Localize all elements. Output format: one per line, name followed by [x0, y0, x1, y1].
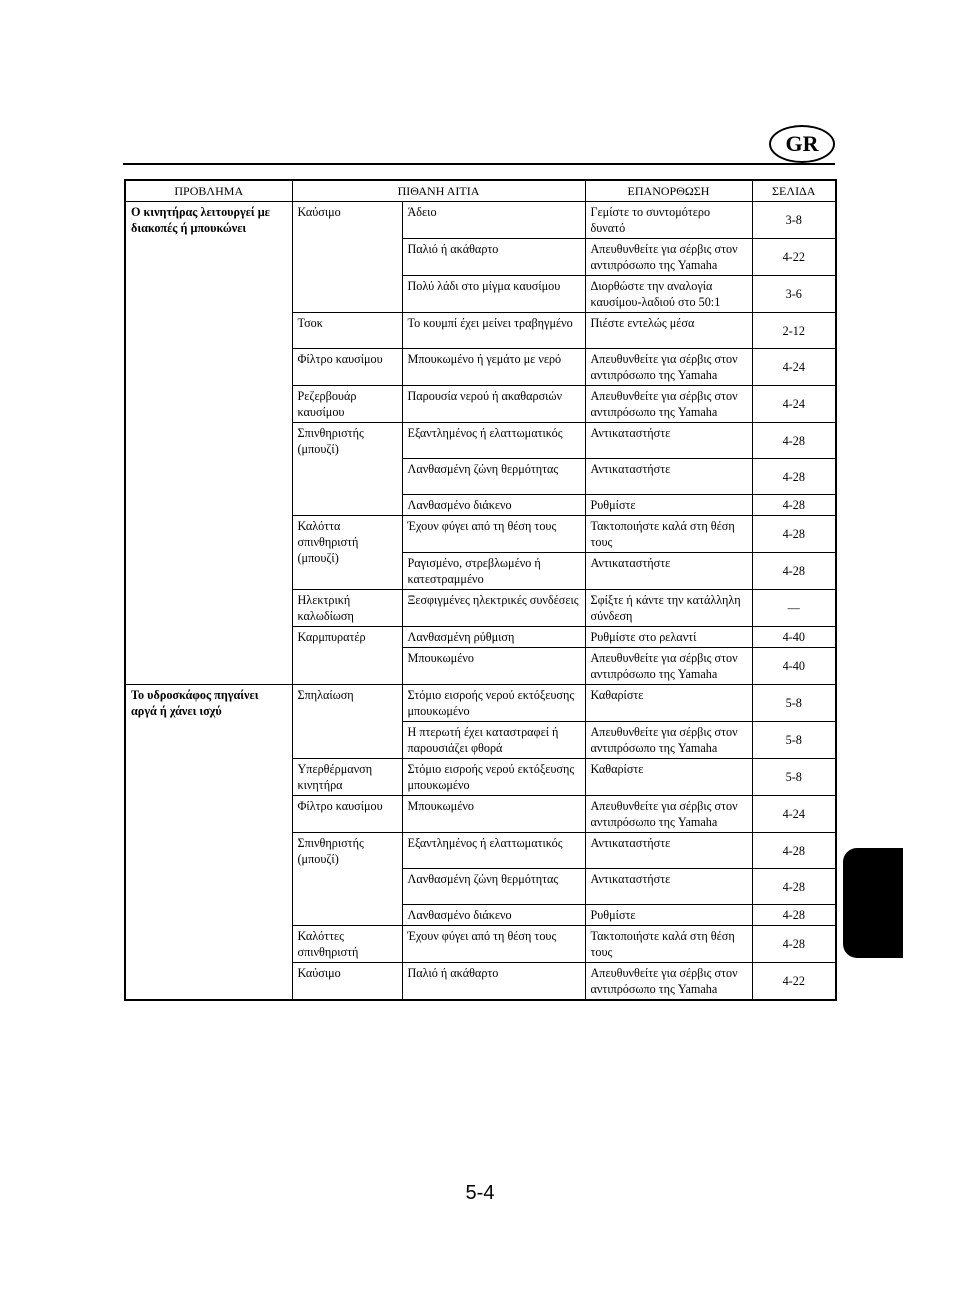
chapter-thumb-tab: [843, 848, 903, 958]
detail-cell: Λανθασμένο διάκενο: [402, 495, 585, 516]
problem-cell: Το υδροσκάφος πηγαίνει αργά ή χάνει ισχύ: [125, 685, 292, 1001]
page-cell: 4-22: [752, 239, 836, 276]
cause-cell: Σπινθηριστής (μπουζί): [292, 423, 402, 516]
fix-cell: Απευθυνθείτε για σέρβις στον αντιπρόσωπο της Yamaha: [585, 648, 752, 685]
troubleshooting-table: [124, 179, 837, 1001]
detail-cell: Λανθασμένη ζώνη θερμότητας: [402, 869, 585, 905]
fix-cell: Διορθώστε την αναλογία καυσίμου-λαδιού στο 50:1: [585, 276, 752, 313]
cause-cell: Ηλεκτρική καλωδίωση: [292, 590, 402, 627]
page-cell: 5-8: [752, 722, 836, 759]
page-cell: 2-12: [752, 313, 836, 349]
page-cell: —: [752, 590, 836, 627]
page-cell: 4-28: [752, 833, 836, 869]
table-row: [125, 202, 836, 239]
detail-cell: Μπουκωμένο: [402, 648, 585, 685]
language-badge: GR: [769, 125, 835, 163]
table-row: [125, 685, 836, 722]
detail-cell: Εξαντλημένος ή ελαττωματικός: [402, 833, 585, 869]
cause-cell: Σπηλαίωση: [292, 685, 402, 759]
detail-cell: Παλιό ή ακάθαρτο: [402, 963, 585, 1001]
fix-cell: Πιέστε εντελώς μέσα: [585, 313, 752, 349]
header-cause: ΠΙΘΑΝΗ ΑΙΤΙΑ: [292, 180, 585, 202]
fix-cell: Γεμίστε το συντομότερο δυνατό: [585, 202, 752, 239]
detail-cell: Στόμιο εισροής νερού εκτόξευσης μπουκωμένο: [402, 759, 585, 796]
cause-cell: Καρμπυρατέρ: [292, 627, 402, 685]
fix-cell: Σφίξτε ή κάντε την κατάλληλη σύνδεση: [585, 590, 752, 627]
table-body: [125, 202, 836, 1001]
header-problem: ΠΡΟΒΛΗΜΑ: [125, 180, 292, 202]
cause-cell: Σπινθηριστής (μπουζί): [292, 833, 402, 926]
cause-cell: Καλόττα σπινθηριστή (μπουζί): [292, 516, 402, 590]
page-number: 5-4: [465, 1182, 495, 1204]
cause-cell: Υπερθέρμανση κινητήρα: [292, 759, 402, 796]
fix-cell: Αντικαταστήστε: [585, 553, 752, 590]
fix-cell: Αντικαταστήστε: [585, 833, 752, 869]
page-cell: 4-28: [752, 905, 836, 926]
cause-cell: Καύσιμο: [292, 202, 402, 313]
cause-cell: Καλόττες σπινθηριστή: [292, 926, 402, 963]
page-cell: 4-28: [752, 926, 836, 963]
fix-cell: Ρυθμίστε στο ρελαντί: [585, 627, 752, 648]
cause-cell: Τσοκ: [292, 313, 402, 349]
detail-cell: Λανθασμένη ρύθμιση: [402, 627, 585, 648]
detail-cell: Εξαντλημένος ή ελαττωματικός: [402, 423, 585, 459]
fix-cell: Απευθυνθείτε για σέρβις στον αντιπρόσωπο της Yamaha: [585, 963, 752, 1001]
fix-cell: Απευθυνθείτε για σέρβις στον αντιπρόσωπο της Yamaha: [585, 796, 752, 833]
fix-cell: Απευθυνθείτε για σέρβις στον αντιπρόσωπο της Yamaha: [585, 349, 752, 386]
cause-cell: Φίλτρο καυσίμου: [292, 349, 402, 386]
detail-cell: Μπουκωμένο ή γεμάτο με νερό: [402, 349, 585, 386]
detail-cell: Παρουσία νερού ή ακαθαρσιών: [402, 386, 585, 423]
fix-cell: Ρυθμίστε: [585, 495, 752, 516]
page-cell: 4-40: [752, 627, 836, 648]
table-header-row: [125, 180, 836, 202]
page-cell: 3-8: [752, 202, 836, 239]
detail-cell: Η πτερωτή έχει καταστραφεί ή παρουσιάζει φθορά: [402, 722, 585, 759]
page-cell: 4-22: [752, 963, 836, 1001]
page-cell: 4-28: [752, 495, 836, 516]
fix-cell: Τακτοποιήστε καλά στη θέση τους: [585, 516, 752, 553]
page-cell: 3-6: [752, 276, 836, 313]
detail-cell: Λανθασμένη ζώνη θερμότητας: [402, 459, 585, 495]
detail-cell: Έχουν φύγει από τη θέση τους: [402, 516, 585, 553]
page-cell: 4-40: [752, 648, 836, 685]
detail-cell: Μπουκωμένο: [402, 796, 585, 833]
detail-cell: Έχουν φύγει από τη θέση τους: [402, 926, 585, 963]
problem-cell: Ο κινητήρας λειτουργεί με διακοπές ή μπουκώνει: [125, 202, 292, 685]
page-cell: 5-8: [752, 685, 836, 722]
detail-cell: Ραγισμένο, στρεβλωμένο ή κατεστραμμένο: [402, 553, 585, 590]
detail-cell: Ξεσφιγμένες ηλεκτρικές συνδέσεις: [402, 590, 585, 627]
fix-cell: Αντικαταστήστε: [585, 459, 752, 495]
fix-cell: Αντικαταστήστε: [585, 423, 752, 459]
fix-cell: Απευθυνθείτε για σέρβις στον αντιπρόσωπο της Yamaha: [585, 386, 752, 423]
fix-cell: Απευθυνθείτε για σέρβις στον αντιπρόσωπο της Yamaha: [585, 239, 752, 276]
page-cell: 4-28: [752, 459, 836, 495]
detail-cell: Πολύ λάδι στο μίγμα καυσίμου: [402, 276, 585, 313]
header-rule: [123, 163, 835, 165]
cause-cell: Καύσιμο: [292, 963, 402, 1001]
cause-cell: Ρεζερβουάρ καυσίμου: [292, 386, 402, 423]
detail-cell: Λανθασμένο διάκενο: [402, 905, 585, 926]
page-cell: 4-24: [752, 349, 836, 386]
page-cell: 4-28: [752, 516, 836, 553]
fix-cell: Ρυθμίστε: [585, 905, 752, 926]
detail-cell: Στόμιο εισροής νερού εκτόξευσης μπουκωμένο: [402, 685, 585, 722]
detail-cell: Παλιό ή ακάθαρτο: [402, 239, 585, 276]
cause-cell: Φίλτρο καυσίμου: [292, 796, 402, 833]
header-page: ΣΕΛΙΔΑ: [752, 180, 836, 202]
fix-cell: Καθαρίστε: [585, 759, 752, 796]
detail-cell: Άδειο: [402, 202, 585, 239]
fix-cell: Τακτοποιήστε καλά στη θέση τους: [585, 926, 752, 963]
page-cell: 4-24: [752, 796, 836, 833]
page-cell: 4-28: [752, 553, 836, 590]
fix-cell: Απευθυνθείτε για σέρβις στον αντιπρόσωπο της Yamaha: [585, 722, 752, 759]
page-cell: 4-24: [752, 386, 836, 423]
page-cell: 4-28: [752, 423, 836, 459]
fix-cell: Καθαρίστε: [585, 685, 752, 722]
detail-cell: Το κουμπί έχει μείνει τραβηγμένο: [402, 313, 585, 349]
fix-cell: Αντικαταστήστε: [585, 869, 752, 905]
page-cell: 4-28: [752, 869, 836, 905]
page-cell: 5-8: [752, 759, 836, 796]
header-fix: ΕΠΑΝΟΡΘΩΣΗ: [585, 180, 752, 202]
